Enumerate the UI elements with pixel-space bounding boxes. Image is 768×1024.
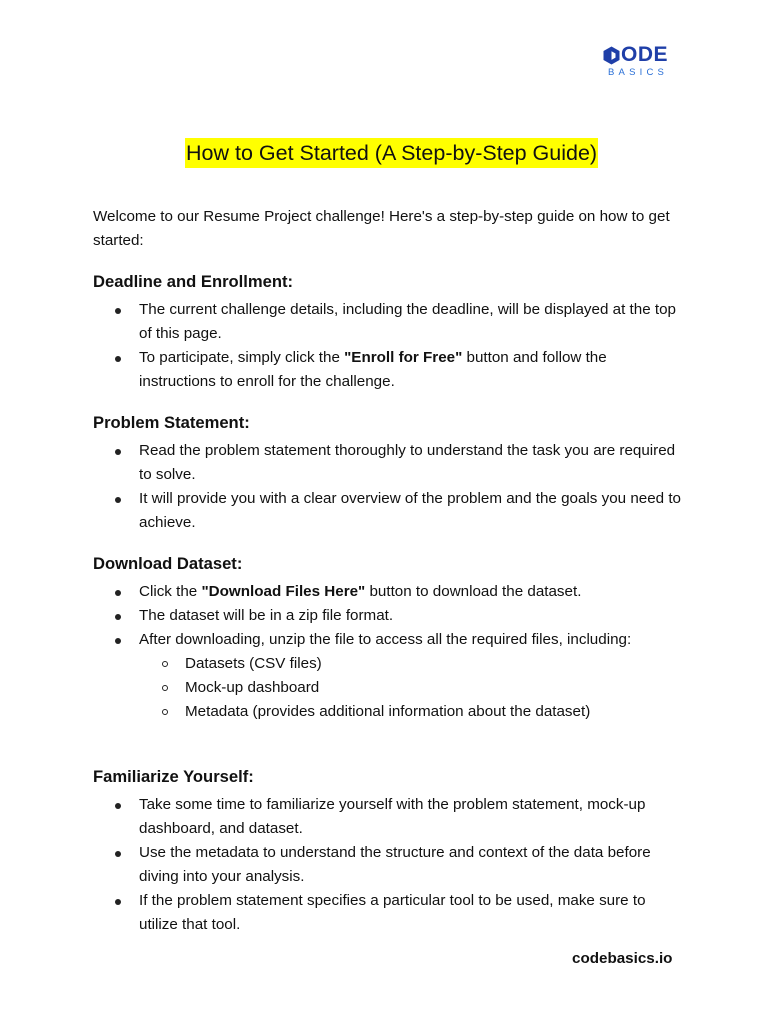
list-item-text: Read the problem statement thoroughly to understand the task you are required to solve.	[139, 442, 676, 483]
codebasics-logo	[603, 44, 675, 80]
bullet-icon	[115, 899, 121, 905]
sub-list-item	[93, 700, 683, 724]
list-item-text: If the problem statement specifies a particular tool to be used, make sure to utilize that tool.	[139, 892, 646, 933]
bullet-icon	[115, 590, 121, 596]
hollow-bullet-icon	[162, 709, 168, 715]
bullet-icon	[115, 497, 121, 503]
sub-list-item-text: Mock-up dashboard	[185, 679, 320, 696]
enroll-for-free-label: "Enroll for Free"	[344, 349, 463, 366]
list-item-text: button to download the dataset.	[365, 583, 582, 600]
list-item	[93, 604, 683, 628]
section-problem-statement	[93, 410, 683, 535]
bullet-list	[93, 580, 683, 652]
sub-bullet-list	[93, 652, 683, 724]
section-download-dataset	[93, 551, 683, 724]
list-item-text: After downloading, unzip the file to access all the required files, including:	[139, 631, 632, 648]
download-files-here-label: "Download Files Here"	[201, 583, 366, 600]
logo-subtitle: BASICS	[608, 67, 669, 78]
hollow-bullet-icon	[162, 685, 168, 691]
list-item	[93, 793, 683, 841]
bullet-icon	[115, 638, 121, 644]
page-title-wrap	[185, 138, 598, 168]
list-item	[93, 298, 683, 346]
list-item-text: It will provide you with a clear overview of the problem and the goals you need to achieve.	[139, 490, 681, 531]
list-item-text: The current challenge details, including the deadline, will be displayed at the top of this page.	[139, 301, 676, 342]
sub-list-item	[93, 676, 683, 700]
list-item-text: The dataset will be in a zip file format.	[139, 607, 394, 624]
hollow-bullet-icon	[162, 661, 168, 667]
sub-list-item-text: Datasets (CSV files)	[185, 655, 322, 672]
logo-wordmark: ODE	[621, 43, 669, 66]
section-heading: Deadline and Enrollment:	[93, 272, 294, 291]
bullet-list	[93, 298, 683, 394]
list-item	[93, 346, 683, 394]
sub-list-item	[93, 652, 683, 676]
section-heading: Familiarize Yourself:	[93, 767, 254, 786]
list-item-text: Take some time to familiarize yourself with the problem statement, mock-up dashboard, and dataset.	[139, 796, 646, 837]
page-title: How to Get Started (A Step-by-Step Guide)	[185, 138, 598, 168]
list-item	[93, 439, 683, 487]
bullet-icon	[115, 308, 121, 314]
bullet-list	[93, 793, 683, 937]
list-item	[93, 889, 683, 937]
document-body	[93, 205, 683, 933]
list-item-text: button and follow the instructions to enroll for the challenge.	[139, 349, 607, 390]
bullet-list	[93, 439, 683, 535]
list-item	[93, 487, 683, 535]
section-deadline-enrollment	[93, 269, 683, 394]
bullet-icon	[115, 449, 121, 455]
list-item-text: Use the metadata to understand the structure and context of the data before diving into your analysis.	[139, 844, 651, 885]
list-item	[93, 580, 683, 604]
sub-list-item-text: Metadata (provides additional information about the dataset)	[185, 703, 591, 720]
list-item-text: Click the	[139, 583, 202, 600]
list-item-text: To participate, simply click the	[139, 349, 345, 366]
bullet-icon	[115, 614, 121, 620]
hexagon-logo-icon	[603, 46, 620, 65]
list-item	[93, 628, 683, 652]
intro-paragraph: Welcome to our Resume Project challenge! Here's a step-by-step guide on how to get started:	[93, 208, 670, 249]
section-familiarize-yourself	[93, 764, 683, 937]
list-item	[93, 841, 683, 889]
bullet-icon	[115, 356, 121, 362]
footer-website: codebasics.io	[572, 950, 673, 967]
bullet-icon	[115, 851, 121, 857]
section-heading: Download Dataset:	[93, 554, 243, 573]
bullet-icon	[115, 803, 121, 809]
section-heading: Problem Statement:	[93, 413, 250, 432]
